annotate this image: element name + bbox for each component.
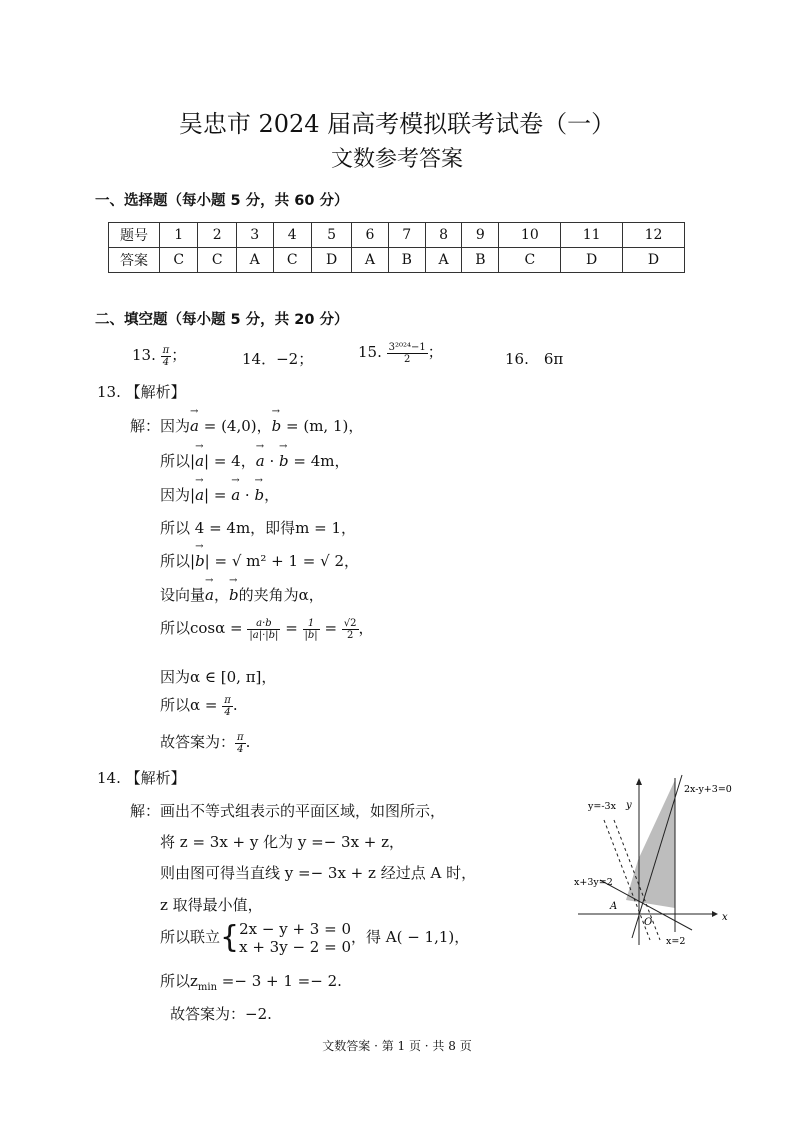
table-cell: 1 [160, 223, 198, 248]
answer-13-fraction: $\frac{\pi}{4}$ [162, 344, 170, 368]
table-cell: 7 [388, 223, 425, 248]
table-cell: 9 [462, 223, 499, 248]
q13-line3: 因为|→ a| = → a · → b， [160, 484, 279, 505]
q13-line1: 解：因为→ a = (4,0)，→ b = (m, 1)， [130, 415, 363, 436]
answer-14: 14．−2； [242, 350, 314, 368]
section2-heading: 二、填空题（每小题 5 分，共 20 分） [95, 312, 349, 328]
brace-icon: { [220, 920, 240, 955]
table-row-numbers [109, 223, 685, 248]
q13-line6: 设向量→ a，→ b的夹角为α， [160, 584, 324, 605]
answer-13-num: 13. [132, 346, 156, 364]
table-cell: B [462, 248, 499, 273]
table-cell: C [273, 248, 311, 273]
table-cell: 10 [499, 223, 561, 248]
table-label-a: 答案 [109, 248, 160, 273]
fraction-root2: $\frac{√2}{2}$ [343, 617, 357, 641]
table-cell: B [388, 248, 425, 273]
region-figure [570, 770, 750, 950]
y-axis-arrow-icon [636, 778, 642, 785]
table-row-answers [109, 248, 685, 273]
table-cell: A [236, 248, 273, 273]
page-footer: 文数答案 · 第 1 页 · 共 8 页 [322, 1039, 472, 1053]
feasible-region [626, 780, 675, 908]
table-cell: 4 [273, 223, 311, 248]
table-cell: 5 [311, 223, 351, 248]
table-cell: D [623, 248, 685, 273]
fraction-cos: $\frac{a\cdot b}{|a|\cdot|b|}$ [249, 617, 279, 641]
label-x: x [722, 912, 728, 923]
q13-heading: 13. 【解析】 [97, 383, 186, 401]
x-axis-arrow-icon [712, 911, 718, 917]
table-cell: A [425, 248, 462, 273]
q14-heading: 14. 【解析】 [97, 769, 186, 787]
q13-line10: 故答案为： $\frac{\pi}{4}$ . [160, 731, 251, 755]
equation-system: 2x − y + 3 = 0 x + 3y − 2 = 0 [239, 920, 351, 956]
table-cell: 8 [425, 223, 462, 248]
fraction-pi-4-final: $\frac{\pi}{4}$ [237, 731, 244, 755]
q13-line9: 所以α = $\frac{\pi}{4}$ . [160, 694, 238, 718]
label-line1: 2x-y+3=0 [684, 784, 732, 795]
q14-line5: 所以联立{ 2x − y + 3 = 0 x + 3y − 2 = 0 ，得 A( − 1,1)， [160, 920, 470, 956]
answer-15: 15. $\frac{\text{3²⁰²⁴−1}}{2}$ ； [358, 341, 443, 365]
label-point-a: A [610, 901, 618, 912]
exam-title: 吴忠市 2024 届高考模拟联考试卷（一） [178, 110, 616, 138]
table-label-q: 题号 [109, 223, 160, 248]
q14-line2: 将 z = 3x + y 化为 y =− 3x + z， [160, 833, 405, 851]
q14-line7: 故答案为：−2. [170, 1005, 272, 1023]
table-cell: D [561, 248, 623, 273]
table-cell: 11 [561, 223, 623, 248]
fraction-pi-4: $\frac{\pi}{4}$ [224, 694, 231, 718]
table-cell: C [198, 248, 236, 273]
table-cell: 2 [198, 223, 236, 248]
table-cell: A [352, 248, 389, 273]
q13-line7: 所以cosα = $\frac{a\cdot b}{|a|\cdot|b|}$ = $\frac{1}{|b|}$ = $\frac{√2}{2}$ ， [160, 617, 374, 641]
q14-line6: 所以$z_{min} =- 3 + 1 =- 2$. [160, 972, 342, 993]
table-cell: 3 [236, 223, 273, 248]
q13-line2: 所以|→ a| = 4，→ a · → b = 4m， [160, 450, 349, 471]
q13-line8: 因为α ∈ [0, π]， [160, 668, 277, 686]
answer-15-fraction: $\frac{\text{3²⁰²⁴−1}}{2}$ [388, 341, 426, 365]
label-y3x: y=-3x [588, 801, 616, 812]
q14-line3: 则由图可得当直线 y =− 3x + z 经过点 A 时， [160, 864, 477, 882]
table-cell: 6 [352, 223, 389, 248]
q13-line4: 所以 4 = 4m，即得m = 1， [160, 519, 357, 537]
table-cell: C [499, 248, 561, 273]
exam-subtitle: 文数参考答案 [330, 147, 463, 172]
table-cell: 12 [623, 223, 685, 248]
answer-16: 16. 6π [505, 350, 564, 368]
table-cell: C [160, 248, 198, 273]
q13-line5: 所以|→ b| = √ m² + 1 = √ 2， [160, 550, 359, 571]
label-line2: x+3y=2 [574, 877, 613, 888]
table-cell: D [311, 248, 351, 273]
answer-table [108, 222, 685, 273]
answer-13: 13. $\frac{\pi}{4}$ ； [132, 344, 187, 368]
q14-line1: 解：画出不等式组表示的平面区域，如图所示， [130, 802, 446, 820]
label-origin: O [644, 917, 653, 928]
fraction-1-over-b: $\frac{1}{|b|}$ [304, 617, 318, 641]
label-x2: x=2 [666, 936, 686, 947]
label-y: y [626, 800, 632, 811]
q14-line4: z 取得最小值， [160, 896, 263, 914]
section1-heading: 一、选择题（每小题 5 分，共 60 分） [95, 193, 349, 209]
